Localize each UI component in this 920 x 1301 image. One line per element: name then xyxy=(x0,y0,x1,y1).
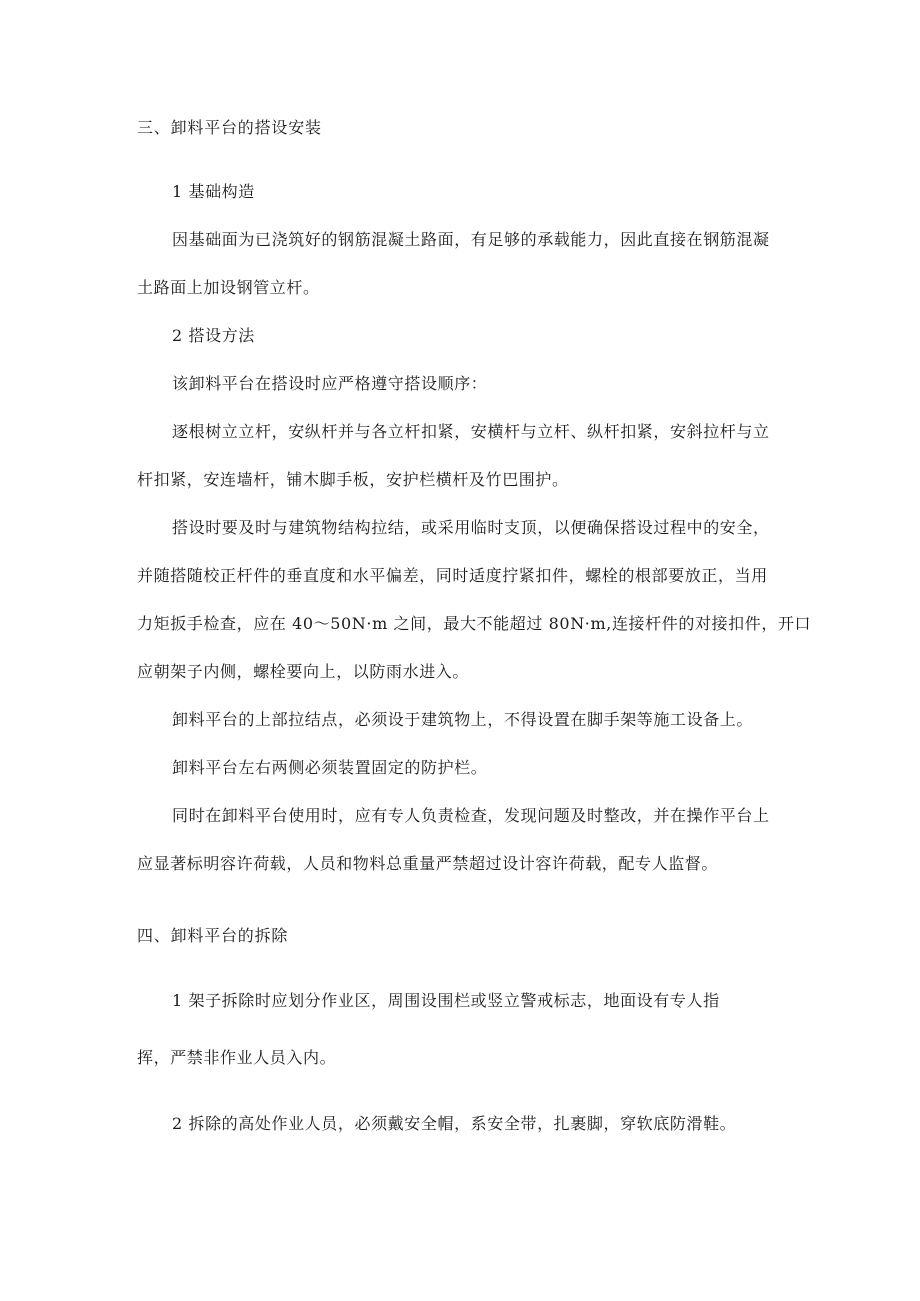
paragraph-line: 同时在卸料平台使用时，应有专人负责检查，发现问题及时整改，并在操作平台上 xyxy=(172,806,770,825)
paragraph-line: 土路面上加设钢管立杆。 xyxy=(137,278,320,297)
list-item-line: 2 拆除的高处作业人员，必须戴安全帽，系安全带，扎裹脚，穿软底防滑鞋。 xyxy=(172,1114,737,1133)
paragraph-line: 应显著标明容许荷载，人员和物料总重量严禁超过设计容许荷载，配专人监督。 xyxy=(137,854,719,873)
list-item-line: 1 架子拆除时应划分作业区，周围设围栏或竖立警戒标志，地面设有专人指 xyxy=(172,991,720,1010)
paragraph-line: 卸料平台左右两侧必须装置固定的防护栏。 xyxy=(172,758,488,777)
paragraph-line: 应朝架子内侧，螺栓要向上，以防雨水进入。 xyxy=(137,662,470,681)
subsection-1-title: 1 基础构造 xyxy=(172,182,255,201)
section-3-heading: 三、卸料平台的搭设安装 xyxy=(137,118,322,137)
paragraph-line: 卸料平台的上部拉结点，必须设于建筑物上，不得设置在脚手架等施工设备上。 xyxy=(172,710,754,729)
section-4-heading: 四、卸料平台的拆除 xyxy=(137,926,289,945)
subsection-2-title: 2 搭设方法 xyxy=(172,326,255,345)
paragraph-line: 搭设时要及时与建筑物结构拉结，或采用临时支顶，以便确保搭设过程中的安全， xyxy=(172,518,770,537)
paragraph-line: 并随搭随校正杆件的垂直度和水平偏差，同时适度拧紧扣件，螺栓的根部要放正，当用 xyxy=(137,566,768,585)
paragraph-line: 因基础面为已浇筑好的钢筋混凝土路面，有足够的承载能力，因此直接在钢筋混凝 xyxy=(172,230,770,249)
paragraph-line: 逐根树立立杆，安纵杆并与各立杆扣紧，安横杆与立杆、纵杆扣紧，安斜拉杆与立 xyxy=(172,422,770,441)
paragraph-line: 杆扣紧，安连墙杆，铺木脚手板，安护栏横杆及竹巴围护。 xyxy=(137,470,569,489)
paragraph-line: 力矩扳手检查，应在 40～50N·m 之间，最大不能超过 80N·m,连接杆件的对接扣件，开口 xyxy=(137,614,812,633)
paragraph-line: 该卸料平台在搭设时应严格遵守搭设顺序： xyxy=(172,374,488,393)
list-item-line: 挥，严禁非作业人员入内。 xyxy=(137,1048,337,1067)
